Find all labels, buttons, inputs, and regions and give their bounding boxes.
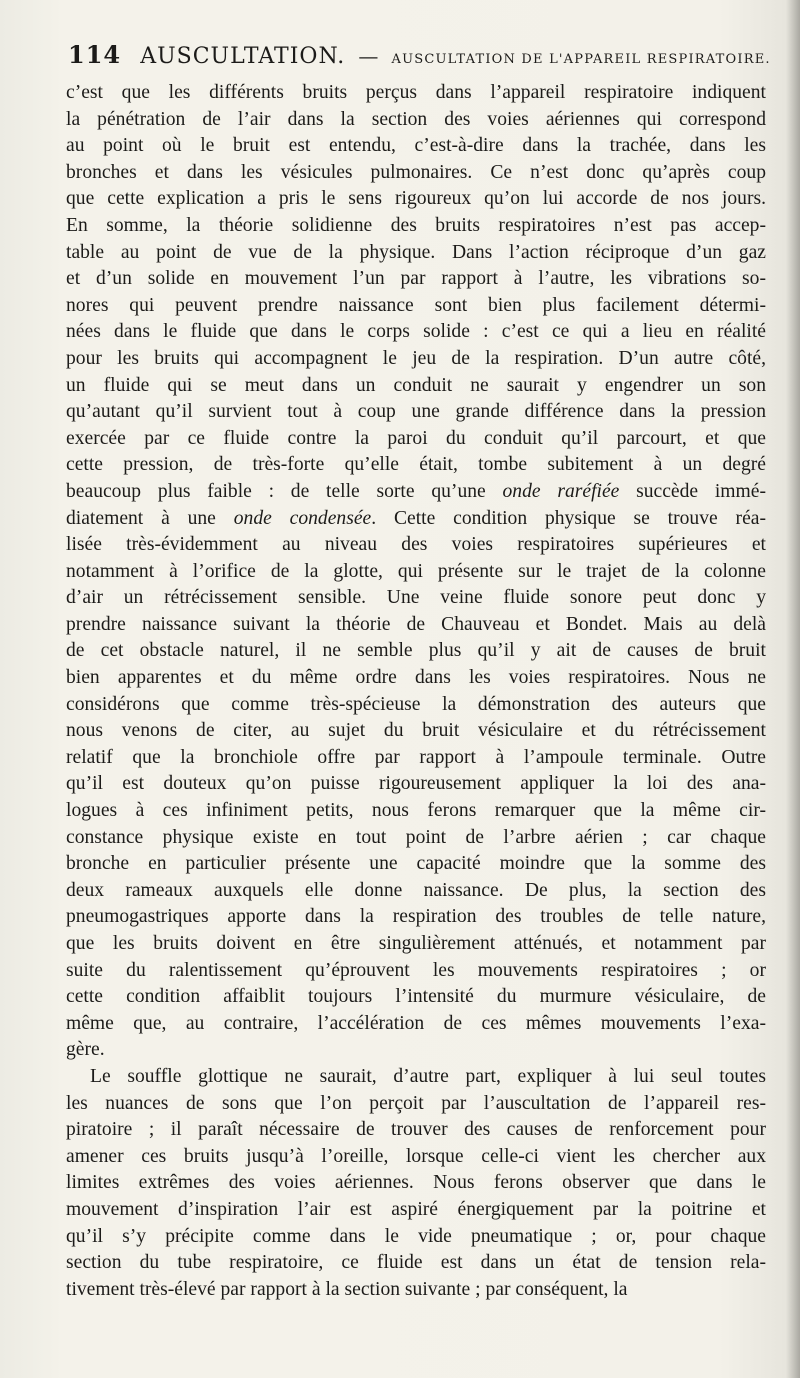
text-line: au point où le bruit est entendu, c’est-à-dire dans la trachée, dans les bbox=[66, 135, 766, 157]
text-line: que les bruits doivent en être singulièrement atténués, et notamment par bbox=[66, 933, 766, 954]
text-line: c’est que les différents bruits perçus dans l’appareil respiratoire indiquent bbox=[66, 82, 766, 103]
running-subtitle: AUSCULTATION DE L'APPAREIL RESPIRATOIRE. bbox=[391, 52, 771, 67]
text-line: nous venons de citer, au sujet du bruit vésiculaire et du rétrécissement bbox=[66, 720, 766, 742]
text-line: nores qui peuvent prendre naissance sont bien plus facilement détermi- bbox=[66, 294, 766, 316]
text-line: la pénétration de l’air dans la section des voies aériennes qui correspond bbox=[66, 108, 766, 130]
text-line: bien apparentes et du même ordre dans les voies respiratoires. Nous ne bbox=[66, 667, 766, 689]
text-line: que cette explication a pris le sens rigoureux qu’on lui accorde de nos jours. bbox=[66, 188, 766, 210]
running-title: AUSCULTATION. bbox=[140, 44, 346, 69]
body-text bbox=[66, 80, 766, 1303]
text-line: cette condition affaiblit toujours l’intensité du murmure vésiculaire, de bbox=[66, 986, 766, 1008]
text-line: d’air un rétrécissement sensible. Une veine fluide sonore peut donc y bbox=[66, 587, 766, 609]
text-line: suite du ralentissement qu’éprouvent les mouvements respiratoires ; or bbox=[66, 959, 766, 981]
text-line: pour les bruits qui accompagnent le jeu de la respiration. D’un autre côté, bbox=[66, 347, 766, 369]
text-line: cette pression, de très-forte qu’elle était, tombe subitement à un degré bbox=[66, 454, 766, 476]
text-line: et d’un solide en mouvement l’un par rapport à l’autre, les vibrations so- bbox=[66, 268, 766, 290]
text-line: section du tube respiratoire, ce fluide est dans un état de tension rela- bbox=[66, 1252, 766, 1274]
text-line: mouvement d’inspiration l’air est aspiré énergiquement par la poitrine et bbox=[66, 1198, 766, 1220]
page-edge-shadow bbox=[786, 0, 800, 1378]
text-line: En somme, la théorie solidienne des bruits respiratoires n’est pas accep- bbox=[66, 214, 766, 236]
text-line: Le souffle glottique ne saurait, d’autre part, expliquer à lui seul toutes bbox=[90, 1065, 766, 1087]
text-line: deux rameaux auxquels elle donne naissance. De plus, la section des bbox=[66, 879, 766, 901]
text-line: logues à ces infiniment petits, nous ferons remarquer que la même cir- bbox=[66, 800, 766, 822]
text-line: même que, au contraire, l’accélération de ces mêmes mouvements l’exa- bbox=[66, 1012, 766, 1034]
text-line: pneumogastriques apporte dans la respiration des troubles de telle nature, bbox=[66, 906, 766, 928]
text-line: qu’autant qu’il survient tout à coup une grande différence dans la pression bbox=[66, 401, 766, 423]
text-line: exercée par ce fluide contre la paroi du conduit qu’il parcourt, et que bbox=[66, 427, 766, 449]
text-line: amener ces bruits jusqu’à l’oreille, lorsque celle-ci vient les chercher aux bbox=[66, 1145, 766, 1167]
text-line: un fluide qui se meut dans un conduit ne saurait y engendrer un son bbox=[66, 374, 766, 396]
text-line: gère. bbox=[66, 1039, 105, 1061]
text-line: lisée très-évidemment au niveau des voies respiratoires supérieures et bbox=[66, 534, 766, 556]
text-line: prendre naissance suivant la théorie de Chauveau et Bondet. Mais au delà bbox=[66, 613, 766, 635]
running-header bbox=[68, 40, 771, 80]
text-line: table au point de vue de la physique. Dans l’action réciproque d’un gaz bbox=[66, 241, 766, 263]
text-line: notamment à l’orifice de la glotte, qui présente sur le trajet de la colonne bbox=[66, 560, 766, 582]
text-line: beaucoup plus faible : de telle sorte qu’une onde raréfiée succède immé- bbox=[66, 480, 767, 502]
text-line: relatif que la bronchiole offre par rapport à l’ampoule terminale. Outre bbox=[66, 746, 766, 768]
text-line: constance physique existe en tout point de l’arbre aérien ; car chaque bbox=[66, 826, 766, 848]
text-line: bronche en particulier présente une capacité moindre que la somme des bbox=[66, 853, 766, 875]
text-line: tivement très-élevé par rapport à la section suivante ; par conséquent, la bbox=[66, 1278, 628, 1300]
text-line: les nuances de sons que l’on perçoit par l’auscultation de l’appareil res- bbox=[66, 1092, 766, 1114]
header-separator: — bbox=[358, 44, 379, 68]
text-line: nées dans le fluide que dans le corps solide : c’est ce qui a lieu en réalité bbox=[66, 321, 766, 343]
page-number: 114 bbox=[68, 40, 122, 69]
text-line: de cet obstacle naturel, il ne semble plus qu’il y ait de causes de bruit bbox=[66, 640, 766, 662]
text-line: diatement à une onde condensée. Cette condition physique se trouve réa- bbox=[66, 507, 766, 529]
text-line: limites extrêmes des voies aériennes. Nous ferons observer que dans le bbox=[66, 1172, 766, 1194]
text-line: bronches et dans les vésicules pulmonaires. Ce n’est donc qu’après coup bbox=[66, 161, 766, 183]
text-line: piratoire ; il paraît nécessaire de trouver des causes de renforcement pour bbox=[66, 1119, 766, 1141]
text-line: considérons que comme très-spécieuse la démonstration des auteurs que bbox=[66, 693, 766, 715]
text-line: qu’il s’y précipite comme dans le vide pneumatique ; or, pour chaque bbox=[66, 1225, 766, 1247]
text-line: qu’il est douteux qu’on puisse rigoureusement appliquer la loi des ana- bbox=[66, 773, 766, 795]
